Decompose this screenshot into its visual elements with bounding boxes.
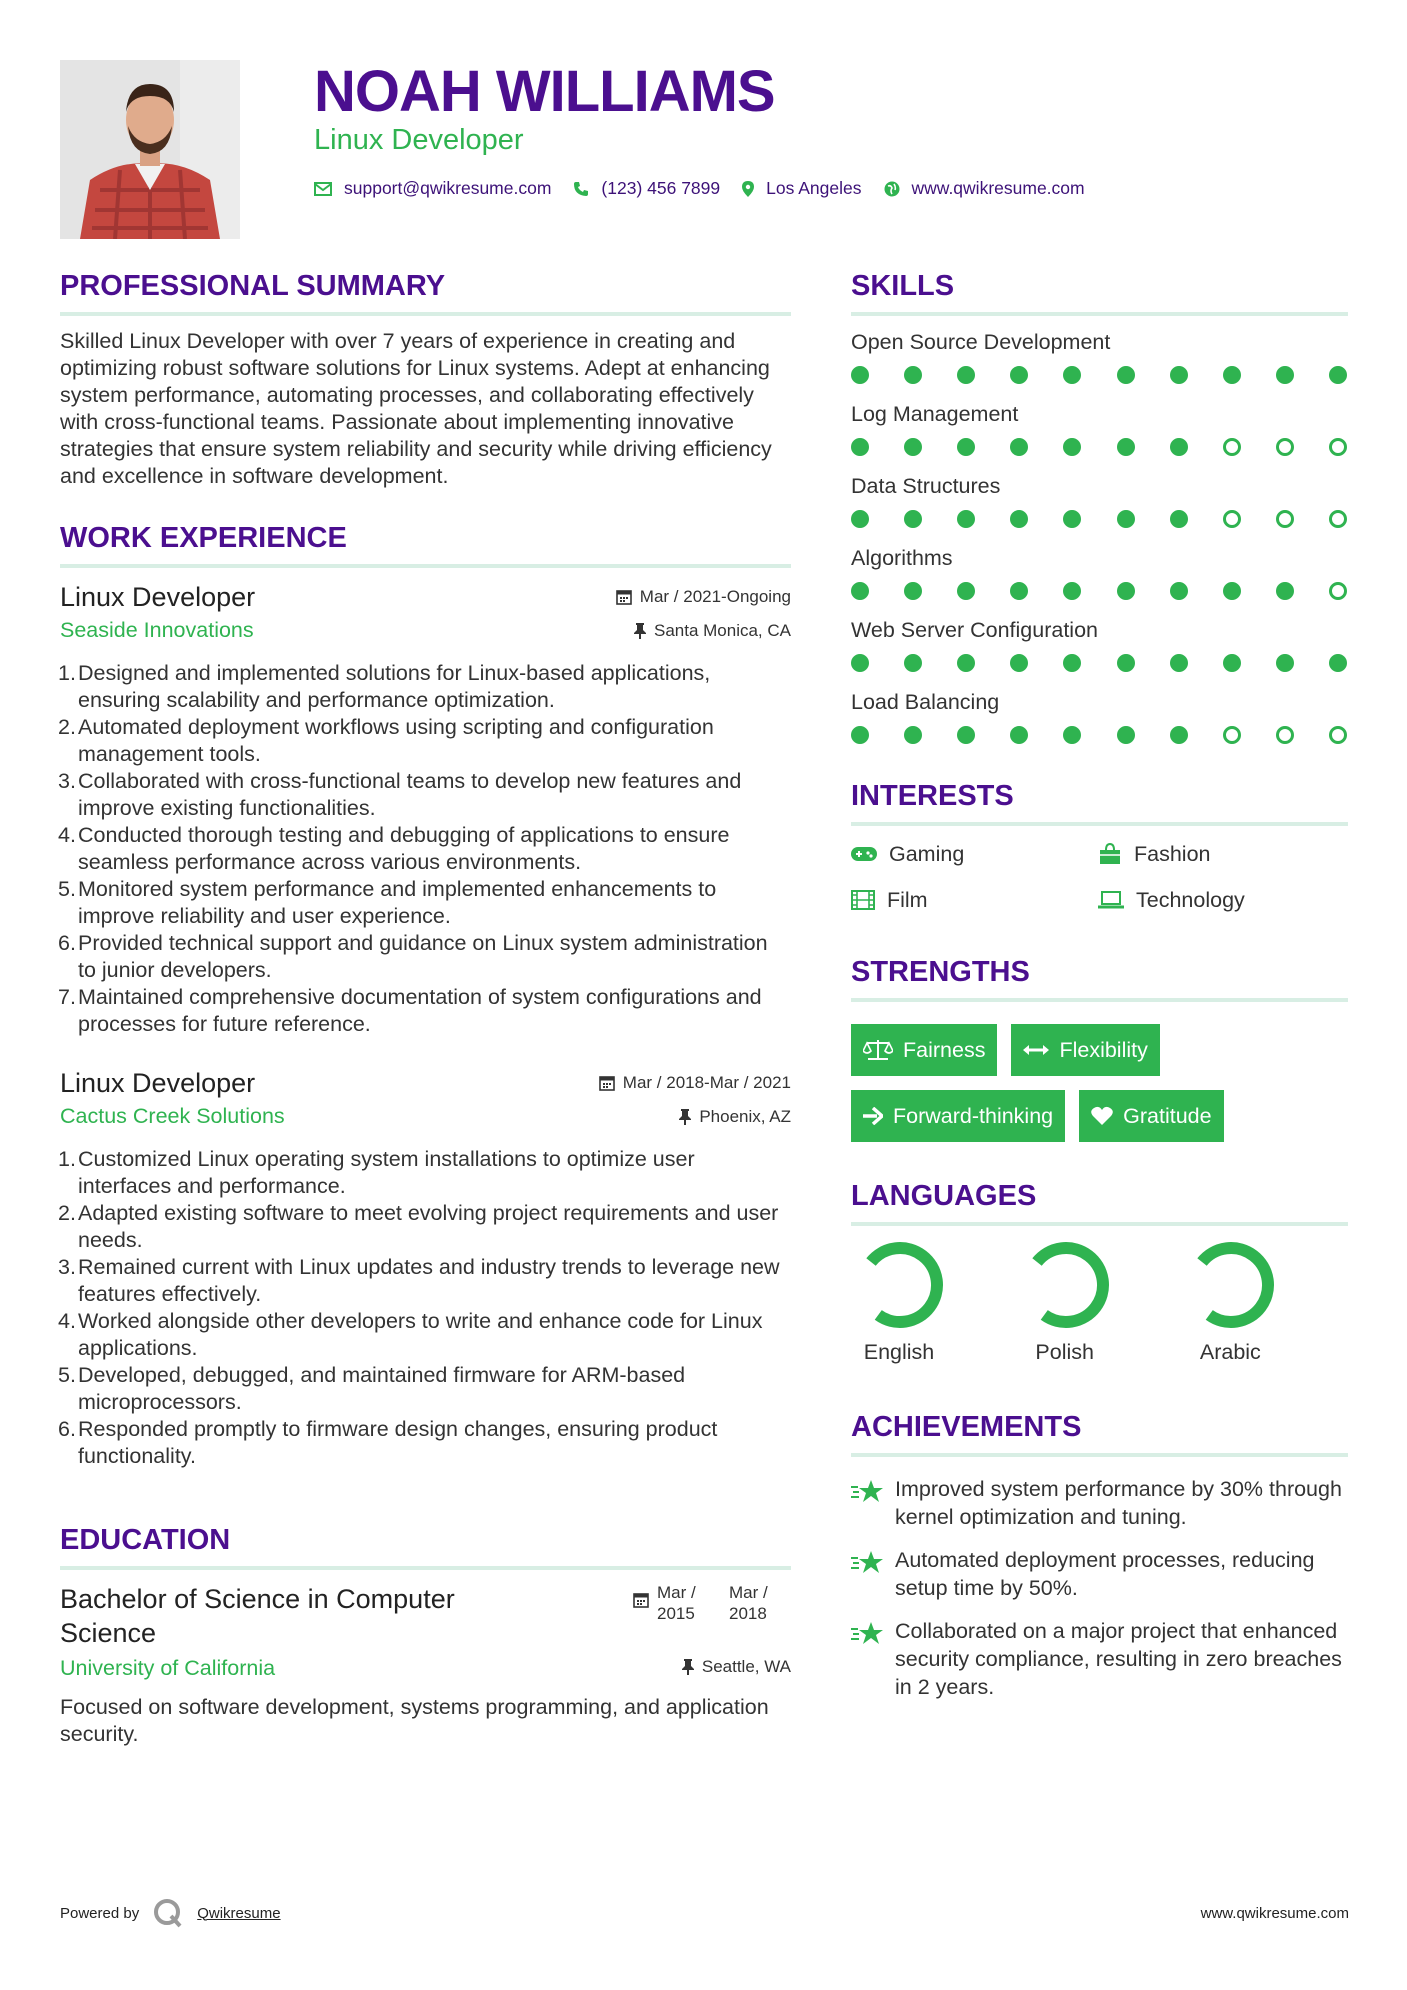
skill-dot-empty xyxy=(1223,726,1241,744)
job-dates: Mar / 2021-Ongoing xyxy=(639,587,791,606)
job-company: Cactus Creek Solutions xyxy=(60,1104,285,1128)
edu-end-month: Mar / xyxy=(729,1583,768,1602)
interest-label: Film xyxy=(887,888,928,912)
skill-dot-filled xyxy=(904,654,922,672)
summary-text: Skilled Linux Developer with over 7 years of experience in creating and optimizing robust software solutions for Linux systems. Adept at enhancing system performance, automating processes, and collaborating effectively with cross-functional teams. Passionate about implementing innovative strategies that ensure system reliability and security while driving efficiency and excellence in software development. xyxy=(60,329,772,488)
experience-heading: WORK EXPERIENCE xyxy=(60,520,791,568)
language-label: English xyxy=(863,1340,935,1364)
interest-item xyxy=(851,840,1098,868)
language-proficiency-ring xyxy=(1186,1240,1276,1330)
profile-photo xyxy=(60,60,240,239)
skill-dot-filled xyxy=(957,654,975,672)
degree: Bachelor of Science in Computer Science xyxy=(60,1584,455,1648)
achievement-item xyxy=(851,1617,1348,1701)
candidate-title: Linux Developer xyxy=(314,124,524,156)
edu-end-year: 2018 xyxy=(729,1604,767,1623)
phone-icon xyxy=(573,181,589,197)
skill-rating xyxy=(851,654,1348,672)
language-label: Arabic xyxy=(1199,1340,1261,1364)
skill-dot-filled xyxy=(1329,654,1347,672)
list-item: 3. Remained current with Linux updates and industry trends to leverage new features effectively. xyxy=(58,1255,780,1306)
languages-heading: LANGUAGES xyxy=(851,1178,1348,1226)
contact-website[interactable]: www.qwikresume.com xyxy=(911,178,1085,198)
skill-name: Data Structures xyxy=(851,474,1001,498)
skill-dot-filled xyxy=(1170,366,1188,384)
skill-dot-filled xyxy=(904,438,922,456)
balance-scale-icon xyxy=(863,1039,893,1061)
summary-heading: PROFESSIONAL SUMMARY xyxy=(60,268,791,316)
skill-dot-filled xyxy=(1276,654,1294,672)
pushpin-icon xyxy=(682,1659,694,1675)
envelope-icon xyxy=(314,182,332,196)
achievement-item xyxy=(851,1475,1348,1531)
strength-label: Gratitude xyxy=(1123,1103,1212,1128)
shopping-bag-icon xyxy=(1098,843,1122,865)
skill-rating xyxy=(851,582,1348,600)
school: University of California xyxy=(60,1656,276,1680)
skill-dot-filled xyxy=(1010,510,1028,528)
skill-dot-filled xyxy=(1117,582,1135,600)
achievement-text: Automated deployment processes, reducing setup time by 50%. xyxy=(895,1548,1315,1600)
skill-dot-filled xyxy=(851,510,869,528)
achievement-text: Improved system performance by 30% through kernel optimization and tuning. xyxy=(895,1477,1342,1529)
footer-powered-by xyxy=(60,1898,281,1928)
list-item: 6. Provided technical support and guidance on Linux system administration to junior developers. xyxy=(58,931,768,982)
skill-dot-filled xyxy=(1063,726,1081,744)
skill-dot-filled xyxy=(1276,366,1294,384)
skills-list xyxy=(851,328,1348,744)
skill-dot-filled xyxy=(1223,654,1241,672)
strength-badge xyxy=(851,1090,1065,1142)
skill-rating xyxy=(851,366,1348,384)
skill-dot-filled xyxy=(851,726,869,744)
brand-link[interactable]: Qwikresume xyxy=(197,1904,281,1922)
strength-label: Fairness xyxy=(903,1037,986,1062)
skill-dot-filled xyxy=(1223,582,1241,600)
skill-dot-filled xyxy=(957,438,975,456)
contact-location: Los Angeles xyxy=(766,178,862,198)
skill-name: Web Server Configuration xyxy=(851,618,1098,642)
interest-label: Technology xyxy=(1136,888,1245,912)
skill-name: Open Source Development xyxy=(851,330,1111,354)
skill-dot-empty xyxy=(1276,438,1294,456)
interest-item xyxy=(1098,840,1348,868)
skills-heading: SKILLS xyxy=(851,268,1348,316)
interests-heading: INTERESTS xyxy=(851,778,1348,826)
skill-dot-filled xyxy=(1063,582,1081,600)
education-entry xyxy=(60,1582,791,1748)
list-item: 1. Customized Linux operating system installations to optimize user interfaces and performance. xyxy=(58,1147,695,1198)
list-item: 4. Worked alongside other developers to write and enhance code for Linux applications. xyxy=(58,1309,763,1360)
skill-name: Load Balancing xyxy=(851,690,1000,714)
skill-dot-empty xyxy=(1329,438,1347,456)
language-label: Polish xyxy=(1035,1340,1094,1364)
skill-dot-filled xyxy=(1170,726,1188,744)
interest-label: Gaming xyxy=(889,842,965,866)
skill-dot-filled xyxy=(904,366,922,384)
left-column xyxy=(60,268,791,1748)
interests-grid xyxy=(851,840,1348,914)
achievements-heading: ACHIEVEMENTS xyxy=(851,1409,1348,1457)
list-item: 2. Automated deployment workflows using scripting and configuration management tools. xyxy=(58,715,714,766)
language-proficiency-ring xyxy=(1021,1240,1111,1330)
skill-item xyxy=(851,616,1348,672)
star-icon xyxy=(851,1550,885,1576)
job-location: Phoenix, AZ xyxy=(699,1107,791,1126)
edu-location: Seattle, WA xyxy=(701,1657,791,1676)
list-item: 2. Adapted existing software to meet evolving project requirements and user needs. xyxy=(58,1201,779,1252)
pushpin-icon xyxy=(679,1109,691,1125)
list-item: 7. Maintained comprehensive documentation of system configurations and processes for future reference. xyxy=(58,985,762,1036)
interest-item xyxy=(1098,886,1348,914)
skill-dot-filled xyxy=(1170,510,1188,528)
calendar-icon xyxy=(599,1075,615,1091)
map-marker-icon xyxy=(742,181,754,197)
language-item xyxy=(1182,1240,1348,1365)
strength-badge xyxy=(851,1024,997,1076)
laptop-icon xyxy=(1098,891,1124,909)
skill-dot-empty xyxy=(1223,438,1241,456)
achievement-text: Collaborated on a major project that enhanced security compliance, resulting in zero breaches in 2 years. xyxy=(895,1619,1342,1699)
languages-list xyxy=(851,1240,1348,1365)
skill-dot-filled xyxy=(1170,438,1188,456)
skill-dot-empty xyxy=(1223,510,1241,528)
skill-dot-filled xyxy=(1276,582,1294,600)
interest-item xyxy=(851,886,1098,914)
heart-icon xyxy=(1091,1106,1113,1126)
skill-dot-filled xyxy=(1010,366,1028,384)
arrow-right-icon xyxy=(863,1107,883,1125)
job-bullets xyxy=(60,660,791,1038)
skill-dot-filled xyxy=(1117,654,1135,672)
calendar-icon xyxy=(616,589,632,605)
gamepad-icon xyxy=(851,846,877,862)
skill-dot-empty xyxy=(1329,726,1347,744)
skill-dot-filled xyxy=(1010,654,1028,672)
skill-dot-filled xyxy=(904,726,922,744)
strengths-list xyxy=(851,1024,1348,1142)
skill-rating xyxy=(851,510,1348,528)
skill-dot-filled xyxy=(957,582,975,600)
strengths-heading: STRENGTHS xyxy=(851,954,1348,1002)
skill-dot-filled xyxy=(1010,438,1028,456)
skill-dot-filled xyxy=(851,438,869,456)
skill-dot-filled xyxy=(957,510,975,528)
skill-dot-filled xyxy=(1117,726,1135,744)
list-item: 4. Conducted thorough testing and debugging of applications to ensure seamless performance across various environments. xyxy=(58,823,730,874)
strength-label: Forward-thinking xyxy=(893,1103,1054,1128)
skill-dot-empty xyxy=(1329,582,1347,600)
edu-start-month: Mar / xyxy=(657,1583,696,1602)
job-dates: Mar / 2018-Mar / 2021 xyxy=(622,1073,791,1092)
skill-dot-filled xyxy=(1063,510,1081,528)
skill-item xyxy=(851,400,1348,456)
film-icon xyxy=(851,890,875,910)
skill-item xyxy=(851,472,1348,528)
list-item: 5. Monitored system performance and implemented enhancements to improve reliability and user experience. xyxy=(58,877,717,928)
candidate-name: NOAH WILLIAMS xyxy=(314,59,775,124)
skill-rating xyxy=(851,438,1348,456)
language-item xyxy=(851,1240,1017,1365)
skill-dot-empty xyxy=(1276,510,1294,528)
strength-badge xyxy=(1011,1024,1159,1076)
education-text: Focused on software development, systems programming, and application security. xyxy=(60,1695,769,1746)
skill-dot-filled xyxy=(851,366,869,384)
globe-icon xyxy=(884,181,900,197)
skill-dot-filled xyxy=(1117,510,1135,528)
skill-dot-filled xyxy=(851,582,869,600)
list-item: 6. Responded promptly to firmware design changes, ensuring product functionality. xyxy=(58,1417,718,1468)
qwikresume-logo-icon xyxy=(153,1898,183,1928)
skill-dot-filled xyxy=(1010,582,1028,600)
strength-badge xyxy=(1079,1090,1223,1142)
skill-item xyxy=(851,328,1348,384)
skill-dot-filled xyxy=(1010,726,1028,744)
job-entry xyxy=(60,1066,791,1470)
skill-item xyxy=(851,688,1348,744)
skill-dot-filled xyxy=(1170,582,1188,600)
footer-site-link[interactable]: www.qwikresume.com xyxy=(1200,1905,1349,1922)
skill-dot-filled xyxy=(1329,366,1347,384)
contact-email[interactable]: support@qwikresume.com xyxy=(344,178,552,198)
skill-dot-filled xyxy=(1063,366,1081,384)
job-company: Seaside Innovations xyxy=(60,618,254,642)
job-role: Linux Developer xyxy=(60,1068,256,1098)
skill-dot-filled xyxy=(904,582,922,600)
achievements-list xyxy=(851,1475,1348,1701)
job-role: Linux Developer xyxy=(60,582,256,612)
list-item: 3. Collaborated with cross-functional teams to develop new features and improve existing functionalities. xyxy=(58,769,742,820)
job-entry xyxy=(60,580,791,1038)
contact-phone[interactable]: (123) 456 7899 xyxy=(601,178,721,198)
skill-rating xyxy=(851,726,1348,744)
pushpin-icon xyxy=(634,623,646,639)
skill-item xyxy=(851,544,1348,600)
job-bullets xyxy=(60,1146,791,1470)
achievement-item xyxy=(851,1546,1348,1602)
strength-label: Flexibility xyxy=(1059,1037,1148,1062)
skill-dot-empty xyxy=(1276,726,1294,744)
skill-name: Log Management xyxy=(851,402,1019,426)
skill-dot-filled xyxy=(1117,366,1135,384)
arrows-horizontal-icon xyxy=(1023,1043,1049,1057)
list-item: 5. Developed, debugged, and maintained firmware for ARM-based microprocessors. xyxy=(58,1363,686,1414)
list-item: 1. Designed and implemented solutions for Linux-based applications, ensuring scalability and performance optimization. xyxy=(58,661,711,712)
skill-dot-empty xyxy=(1329,510,1347,528)
skill-dot-filled xyxy=(1117,438,1135,456)
skill-dot-filled xyxy=(1223,366,1241,384)
skill-dot-filled xyxy=(851,654,869,672)
skill-dot-filled xyxy=(957,726,975,744)
powered-by-text: Powered by xyxy=(60,1904,140,1922)
language-item xyxy=(1017,1240,1183,1365)
job-location: Santa Monica, CA xyxy=(653,621,791,640)
star-icon xyxy=(851,1621,885,1647)
skill-dot-filled xyxy=(1170,654,1188,672)
skill-name: Algorithms xyxy=(851,546,953,570)
calendar-icon xyxy=(633,1592,649,1608)
skill-dot-filled xyxy=(1063,438,1081,456)
education-heading: EDUCATION xyxy=(60,1522,791,1570)
star-icon xyxy=(851,1479,885,1505)
skill-dot-filled xyxy=(1063,654,1081,672)
right-column xyxy=(851,268,1348,1716)
skill-dot-filled xyxy=(904,510,922,528)
skill-dot-filled xyxy=(957,366,975,384)
edu-start-year: 2015 xyxy=(657,1604,695,1623)
contact-bar xyxy=(314,178,1107,199)
interest-label: Fashion xyxy=(1134,842,1211,866)
language-proficiency-ring xyxy=(855,1240,945,1330)
